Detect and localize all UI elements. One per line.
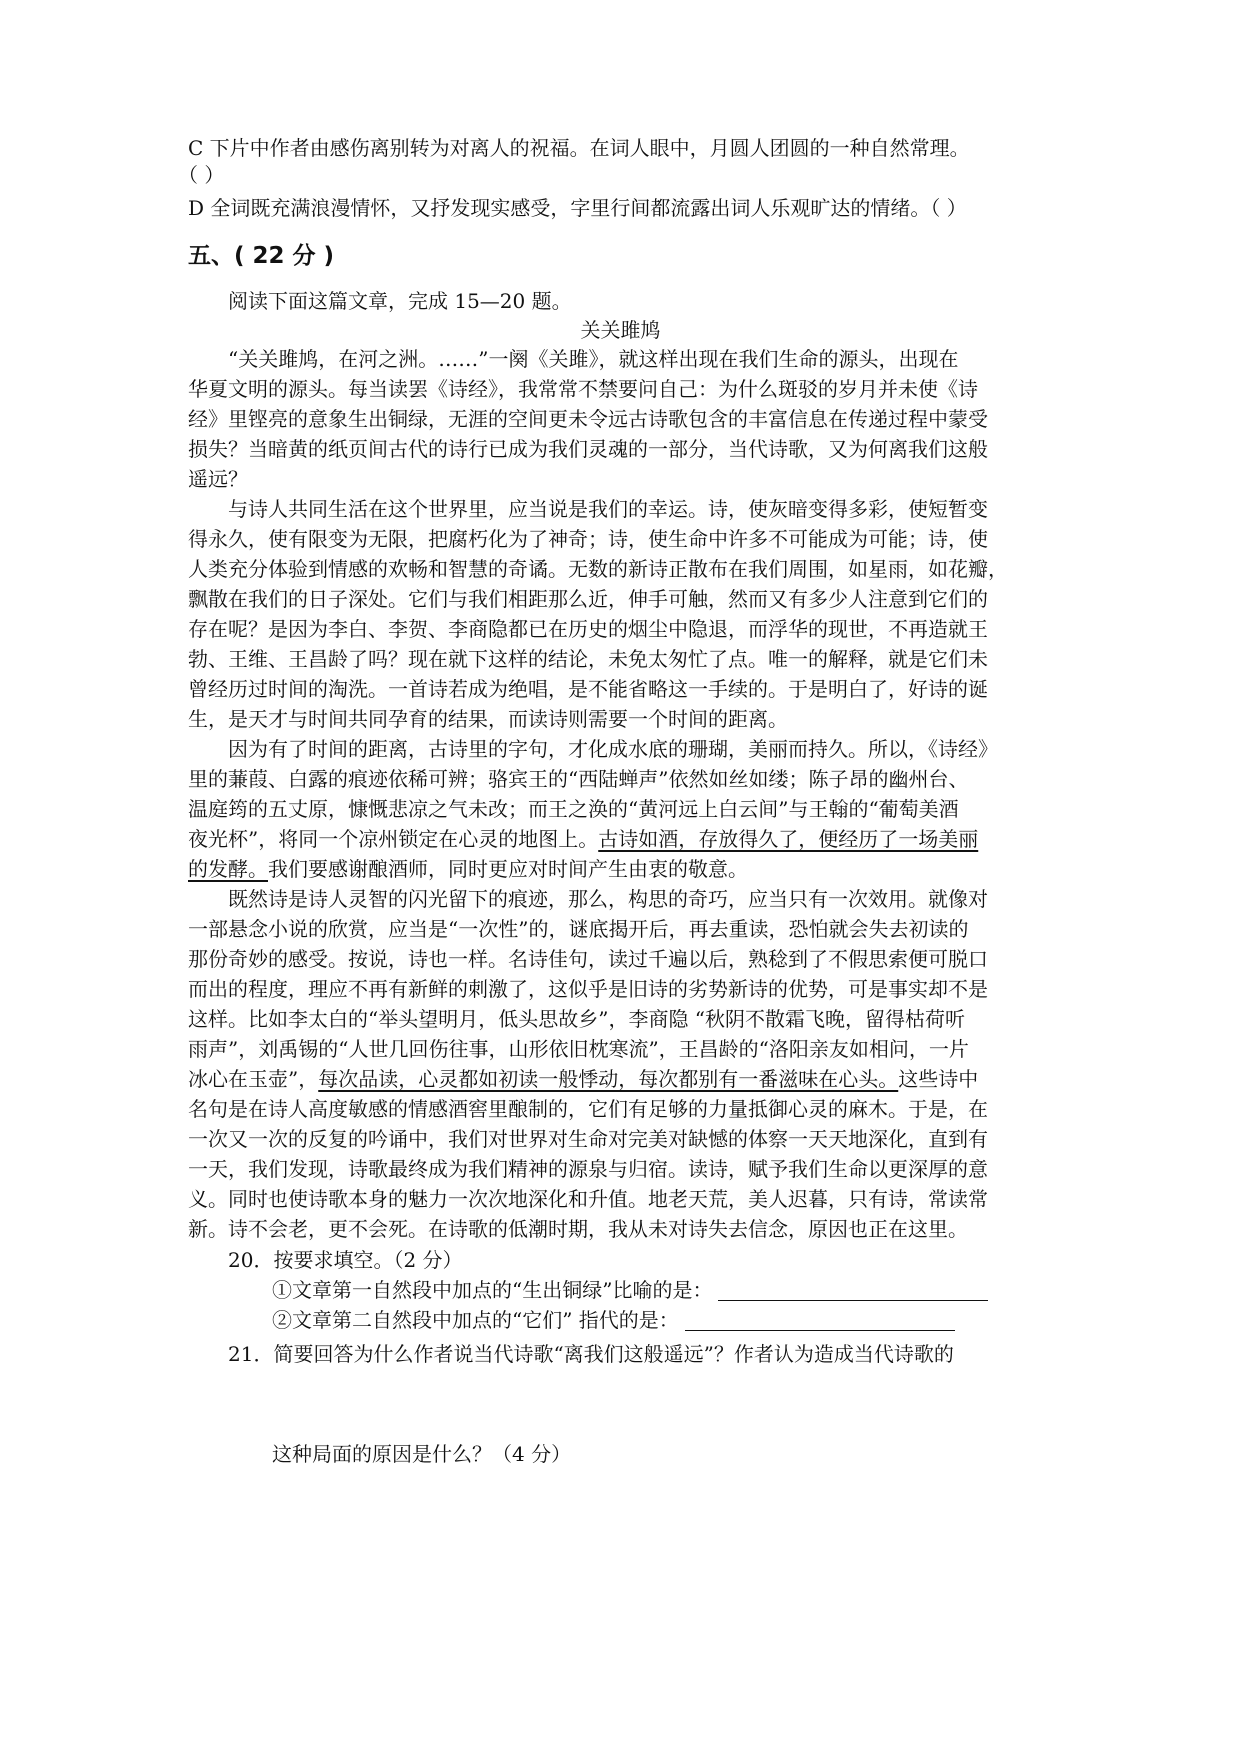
underlined-sentence: 古诗如酒，存放得久了，便经历了一场美丽 xyxy=(598,827,979,851)
article-line: 人类充分体验到情感的欢畅和智慧的奇谲。无数的新诗正散布在我们周围，如星雨，如花瓣， xyxy=(188,557,1008,581)
question-20-2-text: ②文章第二自然段中加点的“它们” 指代的是： xyxy=(272,1308,679,1332)
article-line: 一次又一次的反复的吟诵中，我们对世界对生命对完美对缺憾的体察一天天地深化，直到有 xyxy=(188,1127,988,1151)
underlined-sentence: 的发酵。 xyxy=(188,857,268,881)
article-line: 生，是天才与时间共同孕育的结果，而读诗则需要一个时间的距离。 xyxy=(188,707,788,731)
article-line: 名句是在诗人高度敏感的情感酒窖里酿制的，它们有足够的力量抵御心灵的麻木。于是，在 xyxy=(188,1097,988,1121)
article-line: 勃、王维、王昌龄了吗？现在就下这样的结论，未免太匆忙了点。唯一的解释，就是它们未 xyxy=(188,647,988,671)
article-line: 与诗人共同生活在这个世界里，应当说是我们的幸运。诗，使灰暗变得多彩，使短暂变 xyxy=(228,497,988,521)
article-line: 里的蒹葭、白露的痕迹依稀可辨；骆宾王的“西陆蝉声”依然如丝如缕；陈子昂的幽州台、 xyxy=(188,767,969,791)
question-21-continued: 这种局面的原因是什么？（4 分） xyxy=(272,1442,572,1466)
option-d-text: D 全词既充满浪漫情怀，又抒发现实感受，字里行间都流露出词人乐观旷达的情绪。（ ） xyxy=(188,196,967,220)
article-line: 而出的程度，理应不再有新鲜的刺激了，这似乎是旧诗的劣势新诗的优势，可是事实却不是 xyxy=(188,977,988,1001)
article-line: 损失？当暗黄的纸页间古代的诗行已成为我们灵魂的一部分，当代诗歌，又为何离我们这般 xyxy=(188,437,988,461)
option-c-answer-paren: （ ） xyxy=(178,163,225,187)
article-title: 关关雎鸠 xyxy=(580,318,661,342)
question-21: 21．简要回答为什么作者说当代诗歌“离我们这般遥远”？作者认为造成当代诗歌的 xyxy=(228,1342,954,1366)
section-heading: 五、( 22 分 ) xyxy=(188,243,335,269)
article-line: 新。诗不会老，更不会死。在诗歌的低潮时期，我从未对诗失去信念，原因也正在这里。 xyxy=(188,1217,968,1241)
article-line: 温庭筠的五丈原，慷慨悲凉之气未改；而王之涣的“黄河远上白云间”与王翰的“葡萄美酒 xyxy=(188,797,959,821)
article-line: 那份奇妙的感受。按说，诗也一样。名诗佳句，读过千遍以后，熟稔到了不假思索便可脱口 xyxy=(188,947,988,971)
article-line: 既然诗是诗人灵智的闪光留下的痕迹，那么，构思的奇巧，应当只有一次效用。就像对 xyxy=(228,887,988,911)
article-line: 得永久，使有限变为无限，把腐朽化为了神奇；诗，使生命中许多不可能成为可能；诗，使 xyxy=(188,527,988,551)
option-c-text: C 下片中作者由感伤离别转为对离人的祝福。在词人眼中，月圆人团圆的一种自然常理。 xyxy=(188,136,970,160)
answer-blank-20-2[interactable] xyxy=(685,1306,955,1331)
article-line: 雨声”，刘禹锡的“人世几回伤往事，山形依旧枕寒流”，王昌龄的“洛阳亲友如相问，一片 xyxy=(188,1037,969,1061)
article-line: 存在呢？是因为李白、李贺、李商隐都已在历史的烟尘中隐退，而浮华的现世，不再造就王 xyxy=(188,617,988,641)
article-line: 因为有了时间的距离，古诗里的字句，才化成水底的珊瑚，美丽而持久。所以，《诗经》 xyxy=(228,737,998,761)
article-text: 我们要感谢酿酒师，同时更应对时间产生由衷的敬意。 xyxy=(268,857,748,881)
article-line: 一部悬念小说的欣赏，应当是“一次性”的，谜底揭开后，再去重读，恐怕就会失去初读的 xyxy=(188,917,969,941)
underlined-sentence: 每次品读，心灵都如初读一般悸动，每次都别有一番滋味在心头。 xyxy=(318,1067,899,1091)
article-text: 这些诗中 xyxy=(898,1067,979,1091)
question-20-1-text: ①文章第一自然段中加点的“生出铜绿”比喻的是： xyxy=(272,1278,713,1302)
article-line: 华夏文明的源头。每当读罢《诗经》，我常常不禁要问自己：为什么斑驳的岁月并未使《诗 xyxy=(188,377,978,401)
article-line: 一天，我们发现，诗歌最终成为我们精神的源泉与归宿。读诗，赋予我们生命以更深厚的意 xyxy=(188,1157,988,1181)
article-line: 经》里铿亮的意象生出铜绿，无涯的空间更未令远古诗歌包含的丰富信息在传递过程中蒙受 xyxy=(188,407,988,431)
article-line: 这样。比如李太白的“举头望明月，低头思故乡”，李商隐 “秋阴不散霜飞晚，留得枯荷听 xyxy=(188,1007,966,1031)
article-line: “关关雎鸠，在河之洲。……”一阕《关雎》，就这样出现在我们生命的源头，出现在 xyxy=(228,347,959,371)
article-line: 遥远？ xyxy=(188,467,248,491)
article-line: 飘散在我们的日子深处。它们与我们相距那么近，伸手可触，然而又有多少人注意到它们的 xyxy=(188,587,988,611)
question-20-2 xyxy=(272,1302,955,1338)
article-line: 义。同时也使诗歌本身的魅力一次次地深化和升值。地老天荒，美人迟暮，只有诗，常读常 xyxy=(188,1187,988,1211)
section-instruction: 阅读下面这篇文章，完成 15—20 题。 xyxy=(228,289,572,313)
article-line: 曾经历过时间的淘洗。一首诗若成为绝唱，是不能省略这一手续的。于是明白了，好诗的诞 xyxy=(188,677,988,701)
article-text: 冰心在玉壶”， xyxy=(188,1067,319,1091)
question-20: 20．按要求填空。（2 分） xyxy=(228,1248,463,1272)
answer-blank-20-1[interactable] xyxy=(718,1276,988,1301)
article-text: 夜光杯”，将同一个凉州锁定在心灵的地图上。 xyxy=(188,827,599,851)
